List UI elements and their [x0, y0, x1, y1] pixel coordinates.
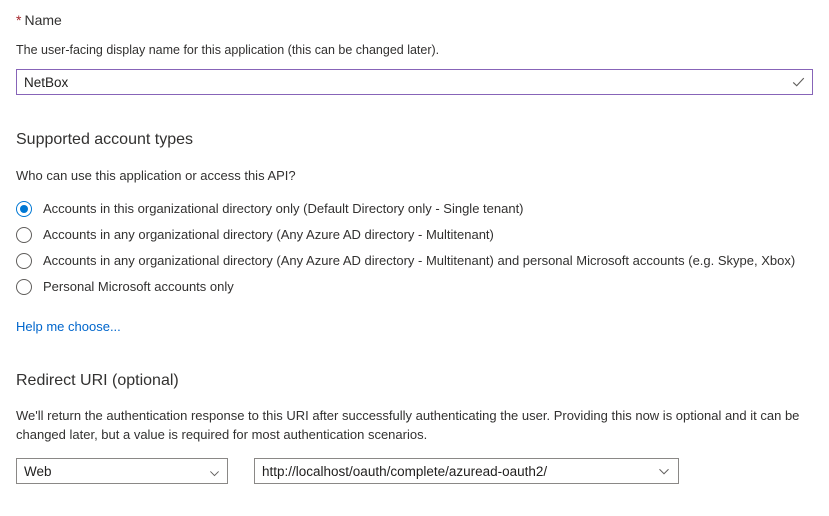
- supported-account-types-section: [16, 129, 813, 336]
- radio-option-multitenant-and-personal[interactable]: [16, 248, 813, 274]
- account-types-question: Who can use this application or access this API?: [16, 168, 296, 183]
- required-asterisk: *: [16, 12, 22, 28]
- redirect-uri-input[interactable]: [255, 459, 678, 483]
- radio-icon[interactable]: [16, 279, 32, 295]
- account-types-radio-group[interactable]: [16, 196, 813, 300]
- radio-option-multitenant[interactable]: [16, 222, 813, 248]
- chevron-down-icon: [209, 466, 220, 477]
- radio-label: Accounts in any organizational directory (Any Azure AD directory - Multitenant) and personal Microsoft accounts (e.g. Skype, Xbox): [43, 253, 796, 268]
- radio-icon[interactable]: [16, 201, 32, 217]
- redirect-uri-row: [16, 458, 813, 484]
- redirect-uri-description: We'll return the authentication response to this URI after successfully authenticating the user. Providing this now is optional and it can be changed later, but a value is required for most authentication scenarios.: [16, 408, 800, 442]
- radio-label: Accounts in this organizational directory only (Default Directory only - Single tenant): [43, 201, 524, 216]
- redirect-uri-section: [16, 370, 813, 484]
- radio-option-personal-only[interactable]: [16, 274, 813, 300]
- name-label: Name: [24, 12, 62, 28]
- platform-select-value: Web: [24, 463, 52, 479]
- redirect-uri-input-wrapper[interactable]: [254, 458, 679, 484]
- name-description: The user-facing display name for this application (this can be changed later).: [16, 43, 440, 57]
- name-label-row: [16, 10, 813, 30]
- platform-select[interactable]: [16, 458, 228, 484]
- radio-icon[interactable]: [16, 253, 32, 269]
- supported-account-types-title: Supported account types: [16, 131, 194, 148]
- name-section: [16, 10, 813, 95]
- help-me-choose-link[interactable]: Help me choose...: [16, 319, 121, 334]
- radio-label: Accounts in any organizational directory (Any Azure AD directory - Multitenant): [43, 227, 494, 242]
- name-input[interactable]: [17, 70, 812, 94]
- name-input-wrapper[interactable]: [16, 69, 813, 95]
- radio-option-single-tenant[interactable]: [16, 196, 813, 222]
- redirect-uri-title: Redirect URI (optional): [16, 372, 179, 389]
- help-link-row: [16, 318, 813, 336]
- radio-icon[interactable]: [16, 227, 32, 243]
- radio-label: Personal Microsoft accounts only: [43, 279, 234, 294]
